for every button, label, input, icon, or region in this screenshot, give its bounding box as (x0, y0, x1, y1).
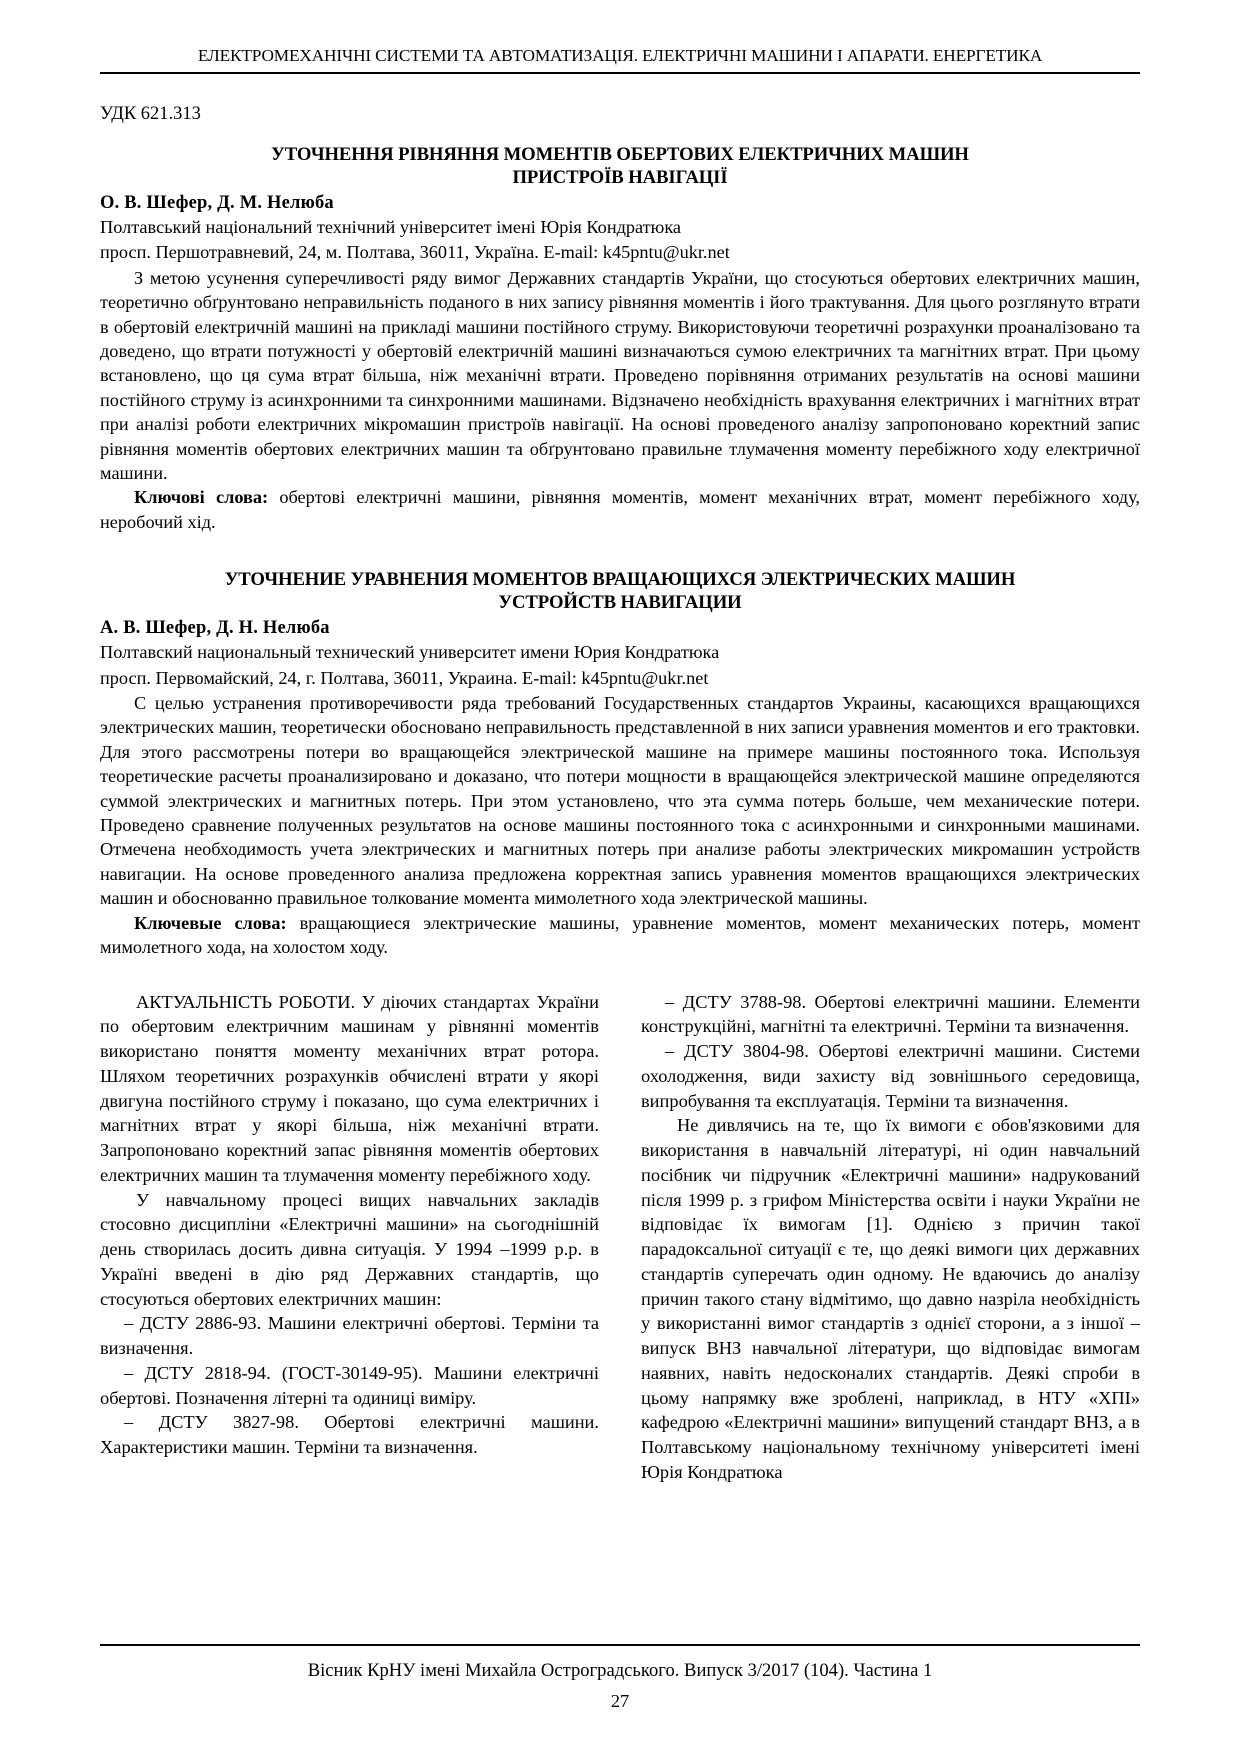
header-rule (100, 72, 1140, 74)
body-column-right (641, 990, 1140, 1485)
article-title-uk-line2: ПРИСТРОЇВ НАВІГАЦІЇ (512, 167, 728, 188)
article-title-uk-line1: УТОЧНЕННЯ РІВНЯННЯ МОМЕНТІВ ОБЕРТОВИХ ЕЛЕКТРИЧНИХ МАШИН (271, 144, 969, 165)
authors-ru: А. В. Шефер, Д. Н. Нелюба (100, 618, 330, 639)
standard-item: – ДСТУ 3827-98. Обертові електричні машини. Характеристики машин. Терміни та визначення. (100, 1412, 599, 1458)
abstract-uk: З метою усунення суперечливості ряду вимог Державних стандартів України, що стосуються обертових електричних машин, теоретично обґрунтовано неправильність поданого в них запису рівняння моментів і його трактування. Для цього розглянуто втрати в обертовій електричній машині на прикладі машини постійного струму. Використовуючи теоретичні розрахунки проаналізовано та доведено, що втрати потужності у обертовій електричній машині визначаються сумою електричних та магнітних втрат. При цьому встановлено, що ця сума втрат більша, ніж механічні втрати. Проведено порівняння отриманих результатів на основі машини постійного струму із асинхронними та синхронними машинами. Відзначено необхідність врахування електричних і магнітних втрат при аналізі роботи електричних мікромашин пристроїв навігації. На основі проведеного аналізу запропоновано коректний запис рівняння моментів обертових електричних машин та обґрунтовано правильне тлумачення моменту перебіжного ходу електричної машини. (100, 267, 1140, 484)
keywords-ru-label: Ключевые слова: (134, 912, 287, 933)
paragraph: АКТУАЛЬНІСТЬ РОБОТИ. У діючих стандартах України по обертовим електричним машинам у рівнянні моментів використано поняття моменту механічних втрат ротора. Шляхом теоретичних розрахунків обчислені втрати у якорі двигуна постійного струму і показано, що сума електричних і магнітних втрат у якорі більша, ніж механічні втрати. Запропоновано коректний запас рівняння моментів обертових електричних машин та тлумачення моменту перебіжного ходу. (100, 991, 599, 1185)
paragraph: Не дивлячись на те, що їх вимоги є обов'язковими для використання в навчальній літературі, ні один навчальний посібник чи підручник «Електричні машини» надрукований після 1999 р. з грифом Міністерства освіти і науки України не відповідає їх вимогам [1]. Однією з причин такої парадоксальної ситуації є те, що деякі вимоги цих державних стандартів суперечать один одному. Не вдаючись до аналізу причин такого стану відмітимо, що давно назріла необхідність у використанні вимог стандартів з однієї сторони, а з іншої – випуск ВНЗ навчальної літератури, що відповідає вимогам наявних, навіть недосконалих стандартів. Деякі спроби в цьому напрямку вже зроблені, наприклад, в НТУ «ХПІ» кафедрою «Електричні машини» випущений стандарт ВНЗ, а в Полтавському національному технічному університеті імені Юрія Кондратюка (641, 1115, 1140, 1482)
authors-uk: О. В. Шефер, Д. М. Нелюба (100, 193, 334, 213)
address-uk: просп. Першотравневий, 24, м. Полтава, 36011, Україна. E-mail: k45pntu@ukr.net (100, 242, 730, 263)
udc-code: УДК 621.313 (100, 104, 201, 124)
abstract-ru: С целью устранения противоречивости ряда требований Государственных стандартов Украины, касающихся вращающихся электрических машин, теоретически обосновано неправильность представленной в них записи уравнения моментов и его трактовки. Для этого рассмотрены потери во вращающейся электрической машине на примере машины постоянного тока. Используя теоретические расчеты проанализировано и доказано, что потери мощности в вращающейся электрической машине определяются суммой электрических и магнитных потерь. При этом установлено, что эта сумма потерь больше, чем механические потери. Проведено сравнение полученных результатов на основе машины постоянного тока с асинхронными и синхронными машинами. Отмечена необходимость учета электрических и магнитных потерь при анализе работы электрических микромашин устройств навигации. На основе проведенного анализа предложена корректная запись уравнения моментов вращающихся электрических машин и обоснованно правильное толкование момента мимолетного хода электрической машины. (100, 692, 1140, 909)
article-title-ru-line2: УСТРОЙСТВ НАВИГАЦИИ (498, 592, 742, 614)
article-title-ru-line1: УТОЧНЕНИЕ УРАВНЕНИЯ МОМЕНТОВ ВРАЩАЮЩИХСЯ ЭЛЕКТРИЧЕСКИХ МАШИН (224, 569, 1016, 591)
running-head: ЕЛЕКТРОМЕХАНІЧНІ СИСТЕМИ ТА АВТОМАТИЗАЦІЯ. ЕЛЕКТРИЧНІ МАШИНИ І АПАРАТИ. ЕНЕРГЕТИКА (197, 46, 1043, 65)
keywords-ru-text: вращающиеся электрические машины, уравнение моментов, момент механических потерь, момент мимолетного хода, на холостом ходу. (100, 912, 1140, 958)
keywords-uk-text: обертові електричні машини, рівняння моментів, момент механічних втрат, момент перебіжного ходу, неробочий хід. (100, 487, 1140, 532)
article-title-ru (100, 568, 1140, 614)
paragraph: У навчальному процесі вищих навчальних закладів стосовно дисципліни «Електричні машини» на сьогоднішній день створилась досить дивна ситуація. У 1994 –1999 р.р. в Україні введені в дію ряд Державних стандартів, що стосуються обертових електричних машин: (100, 1189, 599, 1309)
keywords-uk-label: Ключові слова: (134, 487, 269, 508)
standard-item: – ДСТУ 2886-93. Машини електричні обертові. Терміни та визначення. (100, 1313, 599, 1359)
standard-item: – ДСТУ 3804-98. Обертові електричні машини. Системи охолодження, види захисту від зовнішнього середовища, випробування та експлуатація. Терміни та визначення. (641, 1041, 1140, 1111)
body-columns (100, 990, 1140, 1485)
standard-item: – ДСТУ 3788-98. Обертові електричні машини. Елементи конструкційні, магнітні та електричні. Терміни та визначення. (641, 991, 1140, 1037)
affiliation-ru: Полтавский национальный технический университет имени Юрия Кондратюка (100, 642, 720, 663)
address-ru: просп. Первомайский, 24, г. Полтава, 36011, Украина. E-mail: k45pntu@ukr.net (100, 667, 709, 688)
footer-rule (100, 1644, 1140, 1646)
keywords-uk (100, 485, 1140, 534)
journal-footer: Вісник КрНУ імені Михайла Остроградського. Випуск 3/2017 (104). Частина 1 (307, 1660, 933, 1681)
affiliation-uk: Полтавський національний технічний університет імені Юрія Кондратюка (100, 217, 682, 237)
article-title-uk (100, 143, 1140, 189)
standard-item: – ДСТУ 2818-94. (ГОСТ-30149-95). Машини електричні обертові. Позначення літерні та одиниці виміру. (100, 1362, 599, 1408)
body-column-left (100, 990, 599, 1460)
page-number: 27 (610, 1691, 630, 1711)
keywords-ru (100, 911, 1140, 960)
